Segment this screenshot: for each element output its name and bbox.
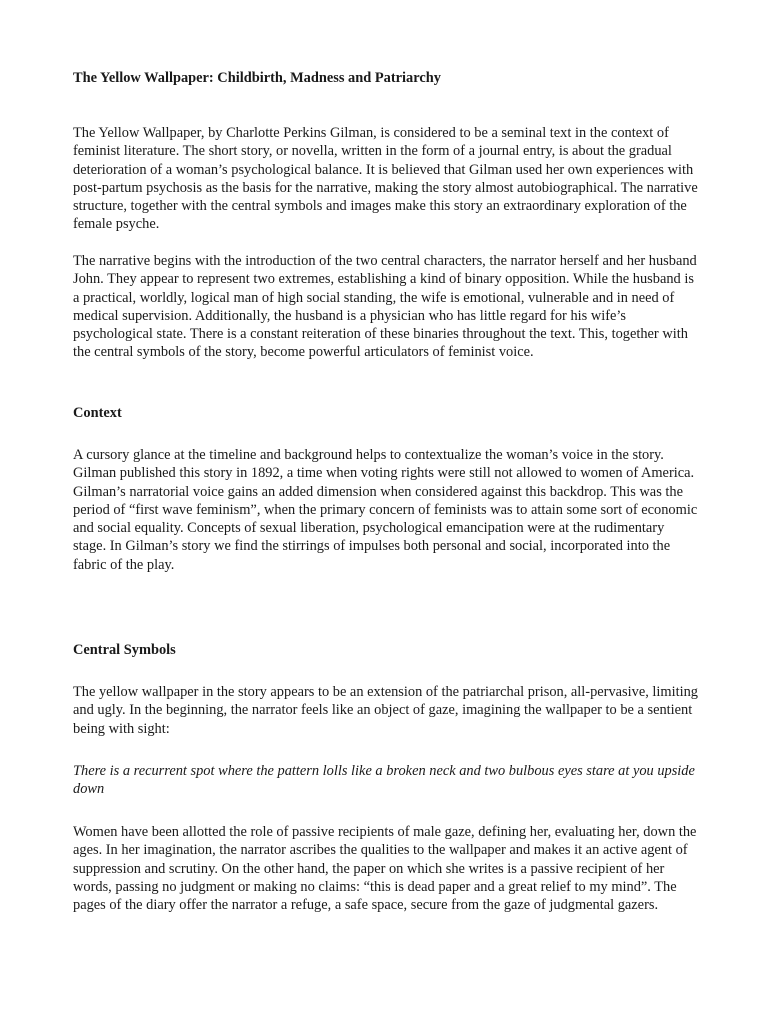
intro-paragraph: The Yellow Wallpaper, by Charlotte Perkins Gilman, is considered to be a seminal text in the context of feminist literature. The short story, or novella, written in the form of a journal entry, is about the gradual deterioration of a woman’s psychological balance. It is believed that Gilman used her own experiences with post-partum psychosis as the basis for the narrative, making the story almost autobiographical. The narrative structure, together with the central symbols and images make this story an extraordinary exploration of the female psyche.	[73, 125, 698, 233]
section-heading-context: Context	[73, 405, 122, 421]
section-heading-central-symbols: Central Symbols	[73, 642, 176, 658]
gaze-paragraph: Women have been allotted the role of passive recipients of male gaze, defining her, evaluating her, down the ages. In her imagination, the narrator ascribes the qualities to the wallpaper and makes it an active agent of suppression and scrutiny. On the other hand, the paper on which she writes is a passive recipient of her words, passing no judgment or making no claims: “this is dead paper and a great relief to my mind”. The pages of the diary offer the narrator a refuge, a safe space, secure from the gaze of judgmental gazers.	[73, 824, 697, 914]
narrative-paragraph: The narrative begins with the introduction of the two central characters, the narrator herself and her husband John. They appear to represent two extremes, establishing a kind of binary opposition. While the husband is a practical, worldly, logical man of high social standing, the wife is emotional, vulnerable and in need of medical supervision. Additionally, the husband is a physician who has little regard for his wife’s psychological state. There is a constant reiteration of these binaries throughout the text. This, together with the central symbols of the story, become powerful articulators of feminist voice.	[73, 253, 697, 361]
block-quote: There is a recurrent spot where the pattern lolls like a broken neck and two bulbous eyes stare at you upside down	[73, 763, 695, 798]
document-title: The Yellow Wallpaper: Childbirth, Madness and Patriarchy	[73, 70, 441, 86]
wallpaper-paragraph: The yellow wallpaper in the story appears to be an extension of the patriarchal prison, all-pervasive, limiting and ugly. In the beginning, the narrator feels like an object of gaze, imagining the wallpaper to be a sentient being with sight:	[73, 684, 698, 737]
context-paragraph: A cursory glance at the timeline and background helps to contextualize the woman’s voice in the story. Gilman published this story in 1892, a time when voting rights were still not allowed to women of America. Gilman’s narratorial voice gains an added dimension when considered against this backdrop. This was the period of “first wave feminism”, when the primary concern of feminists was to attain some sort of economic and social equality. Concepts of sexual liberation, psychological emancipation were at the rudimentary stage. In Gilman’s story we find the stirrings of impulses both personal and social, incorporated into the fabric of the play.	[73, 447, 698, 573]
